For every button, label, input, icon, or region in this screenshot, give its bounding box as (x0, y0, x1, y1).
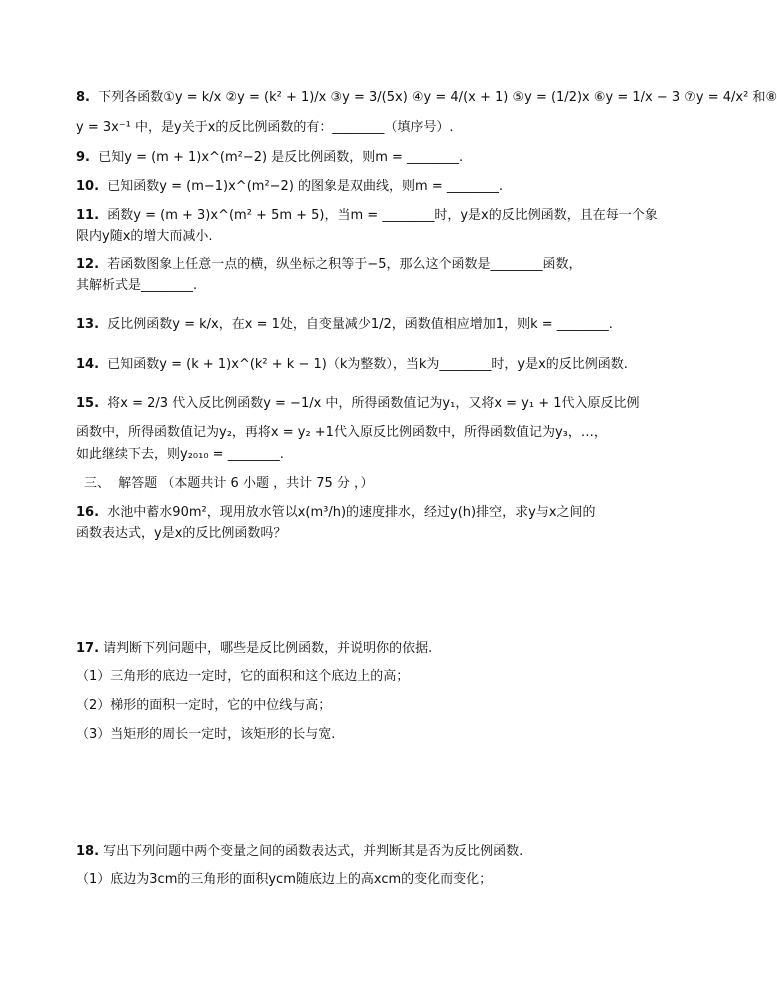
question-9-number: 9. (76, 150, 90, 165)
question-15-text-2: 函数中，所得函数值记为y₂，再将x = y₂ +1代入原反比例函数中，所得函数值记为y₃，…， (76, 425, 607, 440)
question-10-text: 已知函数y = (m−1)x^(m²−2) 的图象是双曲线，则m = ________. (107, 179, 503, 194)
question-15-text-3: 如此继续下去，则y₂₀₁₀ = ________. (76, 447, 284, 462)
question-15-line-2 (76, 424, 607, 442)
question-8-line-1 (76, 89, 777, 107)
question-15-number: 15. (76, 396, 100, 411)
question-14-number: 14. (76, 357, 100, 372)
question-14-text: 已知函数y = (k + 1)x^(k² + k − 1)（k为整数），当k为________时，y是x的反比例函数. (107, 357, 628, 372)
question-16-line-2 (76, 525, 286, 543)
question-18-text-1: 写出下列问题中两个变量之间的函数表达式，并判断其是否为反比例函数. (103, 844, 524, 859)
question-11-line-2 (76, 228, 213, 246)
question-9-text: 已知y = (m + 1)x^(m²−2) 是反比例函数，则m = ________. (98, 150, 464, 165)
question-16-line-1 (76, 504, 596, 522)
question-16-text-1: 水池中蓄水90m²，现用放水管以x(m³/h)的速度排水，经过y(h)排空，求y与x之间的 (107, 505, 596, 520)
question-13-number: 13. (76, 317, 100, 332)
question-18-item-1 (76, 871, 492, 889)
question-17-number: 17. (76, 641, 100, 656)
question-9 (76, 149, 463, 167)
question-15-line-3 (76, 446, 284, 464)
question-17-item-1 (76, 668, 409, 686)
question-11-line-1 (76, 207, 658, 225)
question-14 (76, 356, 628, 374)
question-16-number: 16. (76, 505, 100, 520)
question-16-text-2: 函数表达式，y是x的反比例函数吗？ (76, 526, 287, 541)
question-18-text-2: （1）底边为3cm的三角形的面积ycm随底边上的高xcm的变化而变化； (76, 872, 493, 887)
question-17-item-2 (76, 697, 331, 715)
question-12-number: 12. (76, 257, 100, 272)
section-3-text: 解答题 （本题共计 6 小题 ，共计 75 分 ，） (118, 476, 374, 491)
question-8-line-2 (76, 119, 454, 137)
question-17-line-1 (76, 640, 432, 658)
question-11-text-2: 限内y随x的增大而减小. (76, 229, 213, 244)
question-11-number: 11. (76, 208, 100, 223)
question-17-text-3: （2）梯形的面积一定时，它的中位线与高； (76, 698, 332, 713)
question-11-text-1: 函数y = (m + 3)x^(m² + 5m + 5)，当m = ________时，y是x的反比例函数，且在每一个象 (107, 208, 658, 223)
question-17-text-1: 请判断下列问题中，哪些是反比例函数，并说明你的依据. (103, 641, 433, 656)
question-15-text-1: 将x = 2/3 代入反比例函数y = −1/x 中，所得函数值记为y₁，又将x = y₁ + 1代入原反比例 (107, 396, 640, 411)
question-12-line-1 (76, 256, 581, 274)
question-17-text-2: （1）三角形的底边一定时，它的面积和这个底边上的高； (76, 669, 410, 684)
question-17-item-3 (76, 726, 335, 744)
section-3-number: 三、 (84, 476, 111, 491)
question-12-text-2: 其解析式是________. (76, 278, 198, 293)
question-12-text-1: 若函数图象上任意一点的横，纵坐标之积等于−5，那么这个函数是________函数， (107, 257, 582, 272)
question-17-text-4: （3）当矩形的周长一定时，该矩形的长与宽. (76, 727, 336, 742)
question-15-line-1 (76, 395, 640, 413)
section-3-heading (84, 475, 374, 493)
question-13 (76, 316, 613, 334)
question-18-line-1 (76, 843, 523, 861)
question-8-text-2: y = 3x⁻¹ 中，是y关于x的反比例函数的有：________（填序号）. (76, 120, 454, 135)
question-10-number: 10. (76, 179, 100, 194)
question-8-number: 8. (76, 90, 90, 105)
question-13-text: 反比例函数y = k/x，在x = 1处，自变量减少1/2，函数值相应增加1，则k = ________. (107, 317, 613, 332)
question-12-line-2 (76, 277, 197, 295)
question-10 (76, 178, 503, 196)
question-18-number: 18. (76, 844, 100, 859)
question-8-text-1: 下列各函数①y = k/x ②y = (k² + 1)/x ③y = 3/(5x) ④y = 4/(x + 1) ⑤y = (1/2)x ⑥y = 1/x − 3 ⑦y = 4/x² 和⑧ (98, 90, 777, 105)
